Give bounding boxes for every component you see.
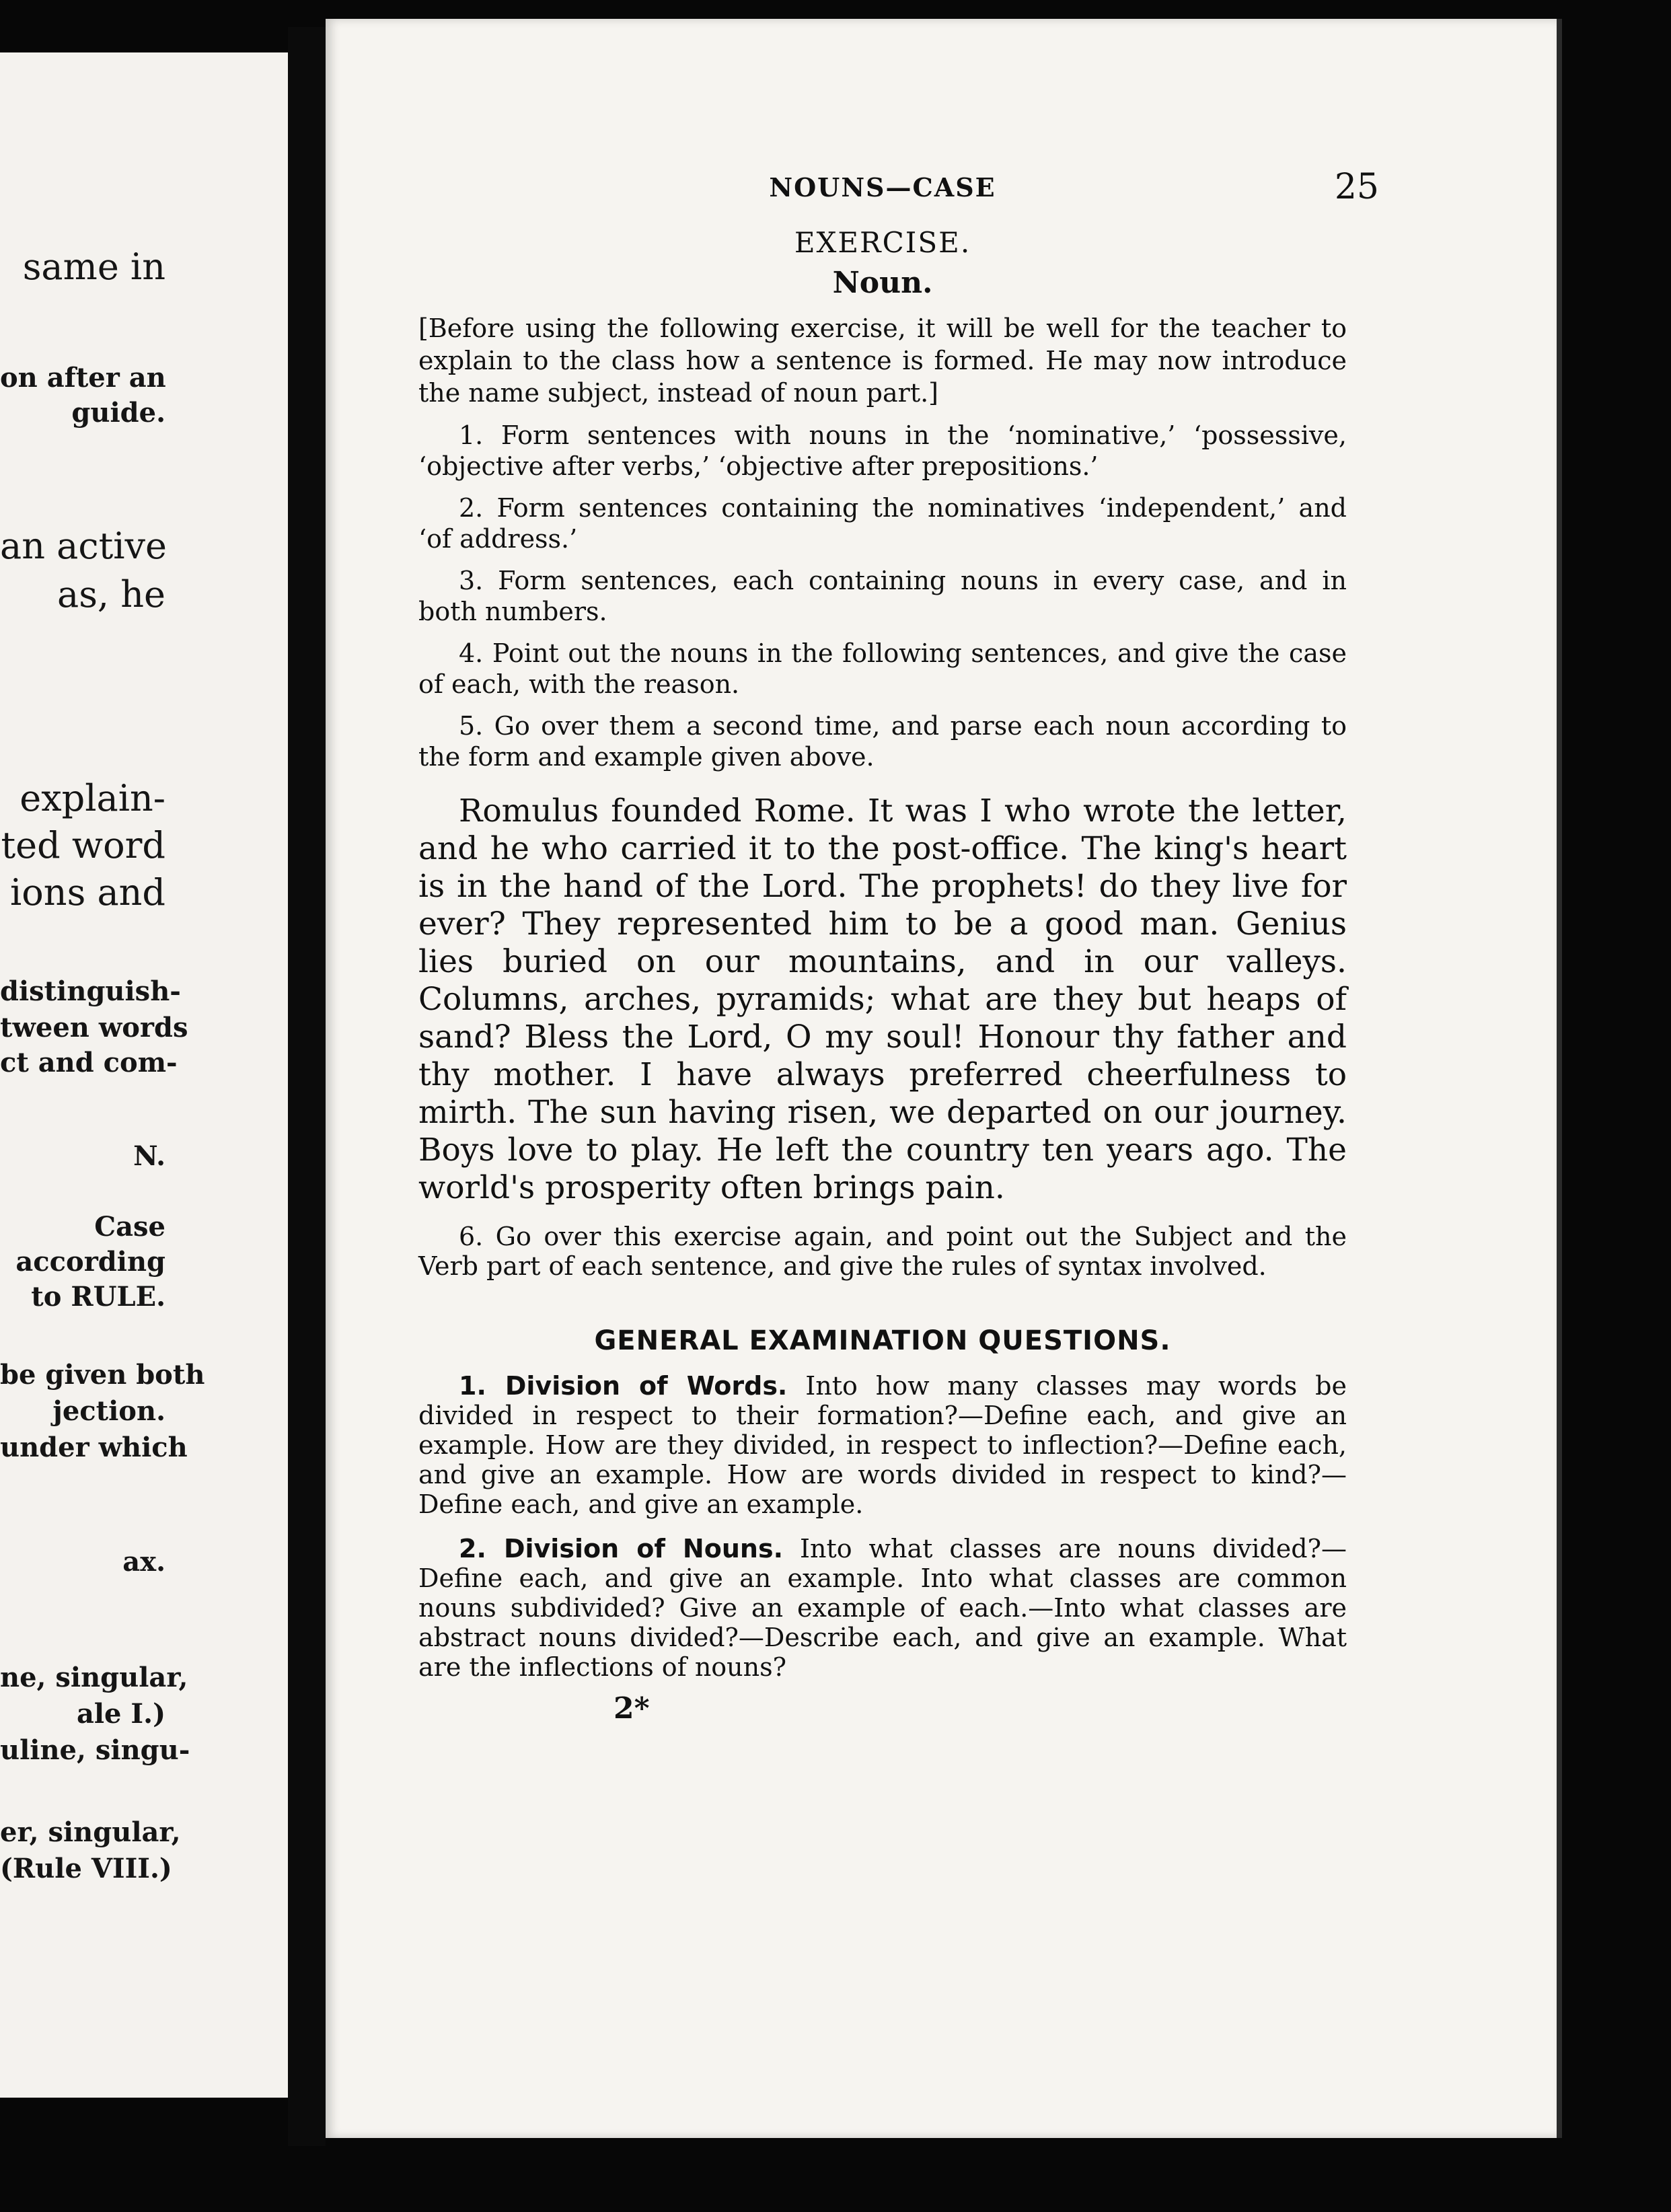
left-page-fragment: tween words	[0, 1012, 188, 1043]
exercise-item-5: 5. Go over them a second time, and parse each noun according to the form and example given above.	[418, 711, 1347, 772]
right-page	[326, 19, 1557, 2138]
left-page-fragment: (Rule VIII.)	[0, 1853, 172, 1884]
left-page-fragment: ted word	[1, 824, 165, 867]
question-1	[418, 1371, 1347, 1519]
exercise-intro: [Before using the following exercise, it will be well for the teacher to explain to the class how a sentence is formed. He may now introduce the name subject, instead of noun part.]	[418, 314, 1347, 408]
left-page-fragment: ale I.)	[76, 1698, 165, 1730]
exercise-item-1: 1. Form sentences with nouns in the ‘nominative,’ ‘possessive, ‘objective after verbs,’ ‘objective after prepositions.’	[418, 420, 1347, 481]
left-page-fragment: ne, singular,	[0, 1662, 188, 1693]
left-page-fragment: ct and com-	[0, 1047, 178, 1078]
exercise-item-2: 2. Form sentences containing the nominatives ‘independent,’ and ‘of address.’	[418, 493, 1347, 554]
left-page-fragment: be given both	[0, 1359, 205, 1391]
exercise-item-4: 4. Point out the nouns in the following sentences, and give the case of each, with the reason.	[418, 638, 1347, 699]
left-page-fragment: uline, singu-	[0, 1734, 190, 1766]
question-2-heading: 2. Division of Nouns.	[459, 1534, 784, 1563]
running-head	[418, 167, 1379, 217]
left-page-fragment: ax.	[122, 1546, 165, 1578]
left-page-fragment: same in	[22, 246, 165, 288]
left-page-fragment: as, he	[57, 573, 165, 616]
noun-heading: Noun.	[832, 266, 933, 300]
left-page-fragment: er, singular,	[0, 1816, 181, 1848]
left-page-fragment: according	[15, 1246, 165, 1278]
page-number: 25	[1334, 167, 1379, 207]
running-head-title: NOUNS—CASE	[769, 172, 996, 202]
question-1-heading: 1. Division of Words.	[459, 1371, 788, 1401]
question-2	[418, 1534, 1347, 1682]
left-page-fragment: on after an	[0, 362, 166, 394]
left-page	[0, 52, 288, 2098]
signature-mark: 2*	[614, 1691, 650, 1726]
left-page-fragment: guide.	[71, 397, 165, 429]
left-page-fragment: distinguish-	[0, 975, 181, 1007]
left-page-fragment: ions and	[10, 871, 165, 914]
question-1-body: Into how many classes may words be divided in respect to their formation?—Define each, and give an example. How are they divided, in respect to inflection?—Define each, and give an example. How are words divided in respect to kind?—Define each, and give an example.	[418, 1371, 1347, 1519]
left-page-fragment: an active	[0, 525, 168, 567]
left-page-fragment: explain-	[20, 777, 165, 819]
exercise-item-3: 3. Form sentences, each containing nouns in every case, and in both numbers.	[418, 566, 1347, 626]
left-page-fragment: Case	[94, 1211, 165, 1243]
exercise-heading: EXERCISE.	[794, 226, 971, 259]
left-page-fragment: to RULE.	[31, 1281, 165, 1313]
left-page-fragment: N.	[133, 1140, 165, 1172]
exercise-item-6: 6. Go over this exercise again, and point out the Subject and the Verb part of each sentence, and give the rules of syntax involved.	[418, 1222, 1347, 1281]
book-spine	[288, 27, 326, 2146]
example-sentences: Romulus founded Rome. It was I who wrote the letter, and he who carried it to the post-office. The king's heart is in the hand of the Lord. The prophets! do they live for ever? They represented him to be a good man. Genius lies buried on our mountains, and in our valleys. Columns, arches, pyramids; what are they but heaps of sand? Bless the Lord, O my soul! Honour thy father and thy mother. I have always preferred cheerfulness to mirth. The sun having risen, we departed on our journey. Boys love to play. He left the country ten years ago. The world's prosperity often brings pain.	[418, 792, 1347, 1206]
page-content	[418, 167, 1379, 1726]
question-2-body: Into what classes are nouns divided?—Define each, and give an example. Into what classes are common nouns subdivided? Give an example of each.—Into what classes are abstract nouns divided?—Describe each, and give an example. What are the inflections of nouns?	[418, 1534, 1347, 1682]
left-page-fragment: under which	[0, 1432, 188, 1463]
section-title: GENERAL EXAMINATION QUESTIONS.	[594, 1325, 1171, 1356]
page-edge	[1557, 19, 1562, 2138]
left-page-fragment: jection.	[52, 1395, 165, 1427]
